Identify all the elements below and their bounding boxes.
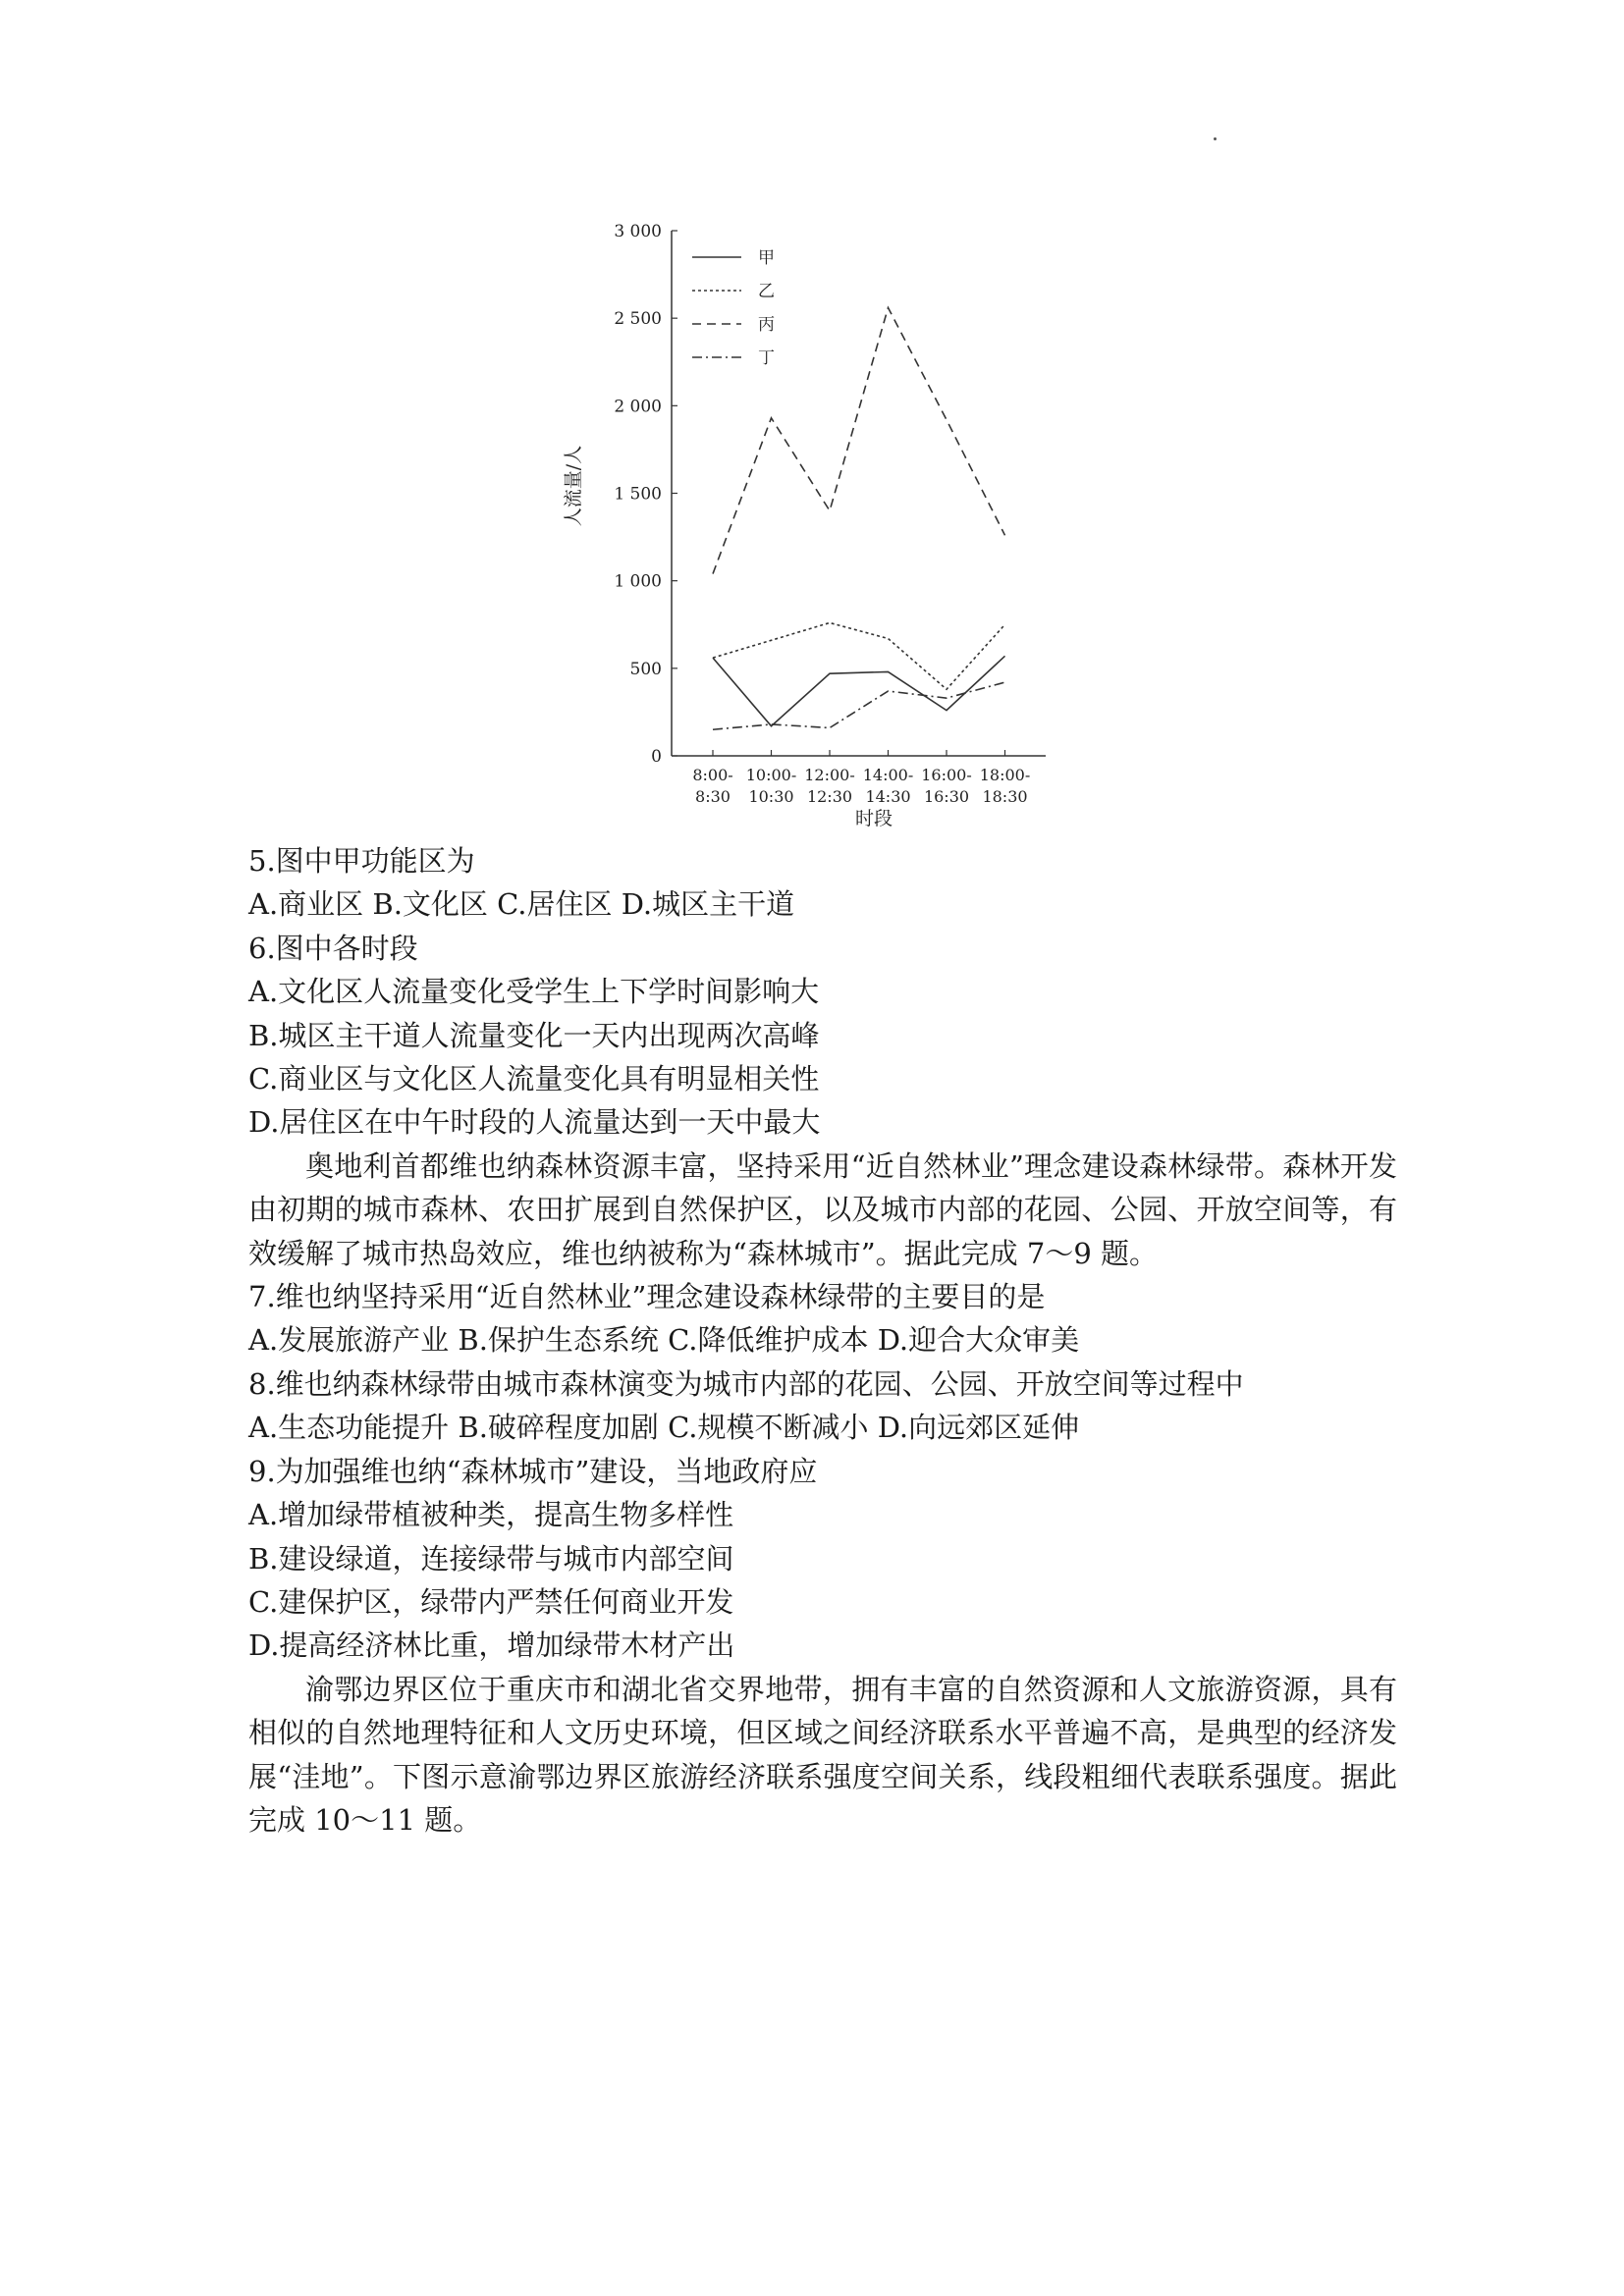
x-tick-label: 14:00- bbox=[862, 766, 914, 784]
legend-label: 丙 bbox=[758, 315, 775, 335]
x-tick-label: 12:00- bbox=[804, 766, 855, 784]
x-tick-label: 18:30 bbox=[982, 787, 1028, 806]
scan-dot bbox=[1214, 137, 1217, 140]
y-tick-label: 500 bbox=[629, 659, 662, 679]
series-line-3 bbox=[713, 307, 1005, 573]
series-line-1 bbox=[713, 656, 1005, 725]
q9-option-a: A.增加绿带植被种类，提高生物多样性 bbox=[248, 1498, 734, 1532]
y-tick-label: 1 500 bbox=[614, 484, 662, 505]
x-tick-label: 8:30 bbox=[695, 787, 731, 806]
q6-option-c: C.商业区与文化区人流量变化具有明显相关性 bbox=[248, 1062, 820, 1096]
q6-option-a: A.文化区人流量变化受学生上下学时间影响大 bbox=[248, 975, 820, 1009]
y-tick-label: 3 000 bbox=[614, 222, 662, 241]
q6-option-b: B.城区主干道人流量变化一天内出现两次高峰 bbox=[248, 1018, 820, 1052]
y-axis-label: 人流量/人 bbox=[563, 445, 584, 527]
q9-option-c: C.建保护区，绿带内严禁任何商业开发 bbox=[248, 1584, 734, 1619]
x-axis bbox=[672, 750, 1046, 806]
vienna-passage: 奥地利首都维也纳森林资源丰富，坚持采用“近自然林业”理念建设森林绿带。森林开发由初期的城市森林、农田扩展到自然保护区，以及城市内部的花园、公园、开放空间等，有效缓解了城市热岛效应，维也纳被称为“森林城市”。据此完成 7～9 题。 bbox=[248, 1148, 1397, 1270]
q8-options: A.生态功能提升 B.破碎程度加剧 C.规模不断减小 D.向远郊区延伸 bbox=[248, 1411, 1080, 1445]
legend bbox=[692, 248, 775, 368]
legend-label: 乙 bbox=[758, 282, 775, 301]
y-tick-label: 2 000 bbox=[614, 397, 662, 417]
x-tick-label: 12:30 bbox=[806, 787, 853, 806]
legend-label: 甲 bbox=[758, 248, 775, 268]
q9-option-b: B.建设绿道，连接绿带与城市内部空间 bbox=[248, 1541, 734, 1575]
question-content bbox=[248, 839, 1397, 1842]
x-tick-label: 10:30 bbox=[748, 787, 794, 806]
x-tick-label: 18:00- bbox=[979, 766, 1031, 784]
y-axis bbox=[614, 222, 677, 767]
q9-stem: 9.为加强维也纳“森林城市”建设，当地政府应 bbox=[248, 1454, 818, 1488]
q9-option-d: D.提高经济林比重，增加绿带木材产出 bbox=[248, 1629, 735, 1663]
q5-options: A.商业区 B.文化区 C.居住区 D.城区主干道 bbox=[248, 887, 795, 922]
q6-stem: 6.图中各时段 bbox=[248, 931, 418, 965]
q7-options: A.发展旅游产业 B.保护生态系统 C.降低维护成本 D.迎合大众审美 bbox=[248, 1323, 1080, 1358]
q6-option-d: D.居住区在中午时段的人流量达到一天中最大 bbox=[248, 1105, 821, 1140]
series-lines bbox=[713, 307, 1005, 729]
x-tick-label: 10:00- bbox=[745, 766, 797, 784]
series-line-4 bbox=[713, 682, 1005, 729]
y-tick-label: 2 500 bbox=[614, 309, 662, 330]
yu-e-passage: 渝鄂边界区位于重庆市和湖北省交界地带，拥有丰富的自然资源和人文旅游资源，具有相似的自然地理特征和人文历史环境，但区域之间经济联系水平普遍不高，是典型的经济发展“洼地”。下图示意渝鄂边界区旅游经济联系强度空间关系，线段粗细代表联系强度。据此完成 10～11 题。 bbox=[248, 1672, 1397, 1837]
x-tick-label: 16:00- bbox=[921, 766, 972, 784]
x-tick-label: 8:00- bbox=[692, 766, 733, 784]
q5-stem: 5.图中甲功能区为 bbox=[248, 844, 475, 878]
y-tick-label: 0 bbox=[651, 747, 662, 767]
x-tick-label: 16:30 bbox=[923, 787, 970, 806]
legend-label: 丁 bbox=[758, 348, 775, 368]
y-tick-label: 1 000 bbox=[614, 571, 662, 592]
series-line-2 bbox=[713, 622, 1005, 689]
x-axis-label: 时段 bbox=[854, 808, 893, 829]
flow-line-chart bbox=[550, 206, 1080, 844]
q8-stem: 8.维也纳森林绿带由城市森林演变为城市内部的花园、公园、开放空间等过程中 bbox=[248, 1366, 1244, 1401]
q7-stem: 7.维也纳坚持采用“近自然林业”理念建设森林绿带的主要目的是 bbox=[248, 1280, 1046, 1314]
x-tick-label: 14:30 bbox=[865, 787, 911, 806]
